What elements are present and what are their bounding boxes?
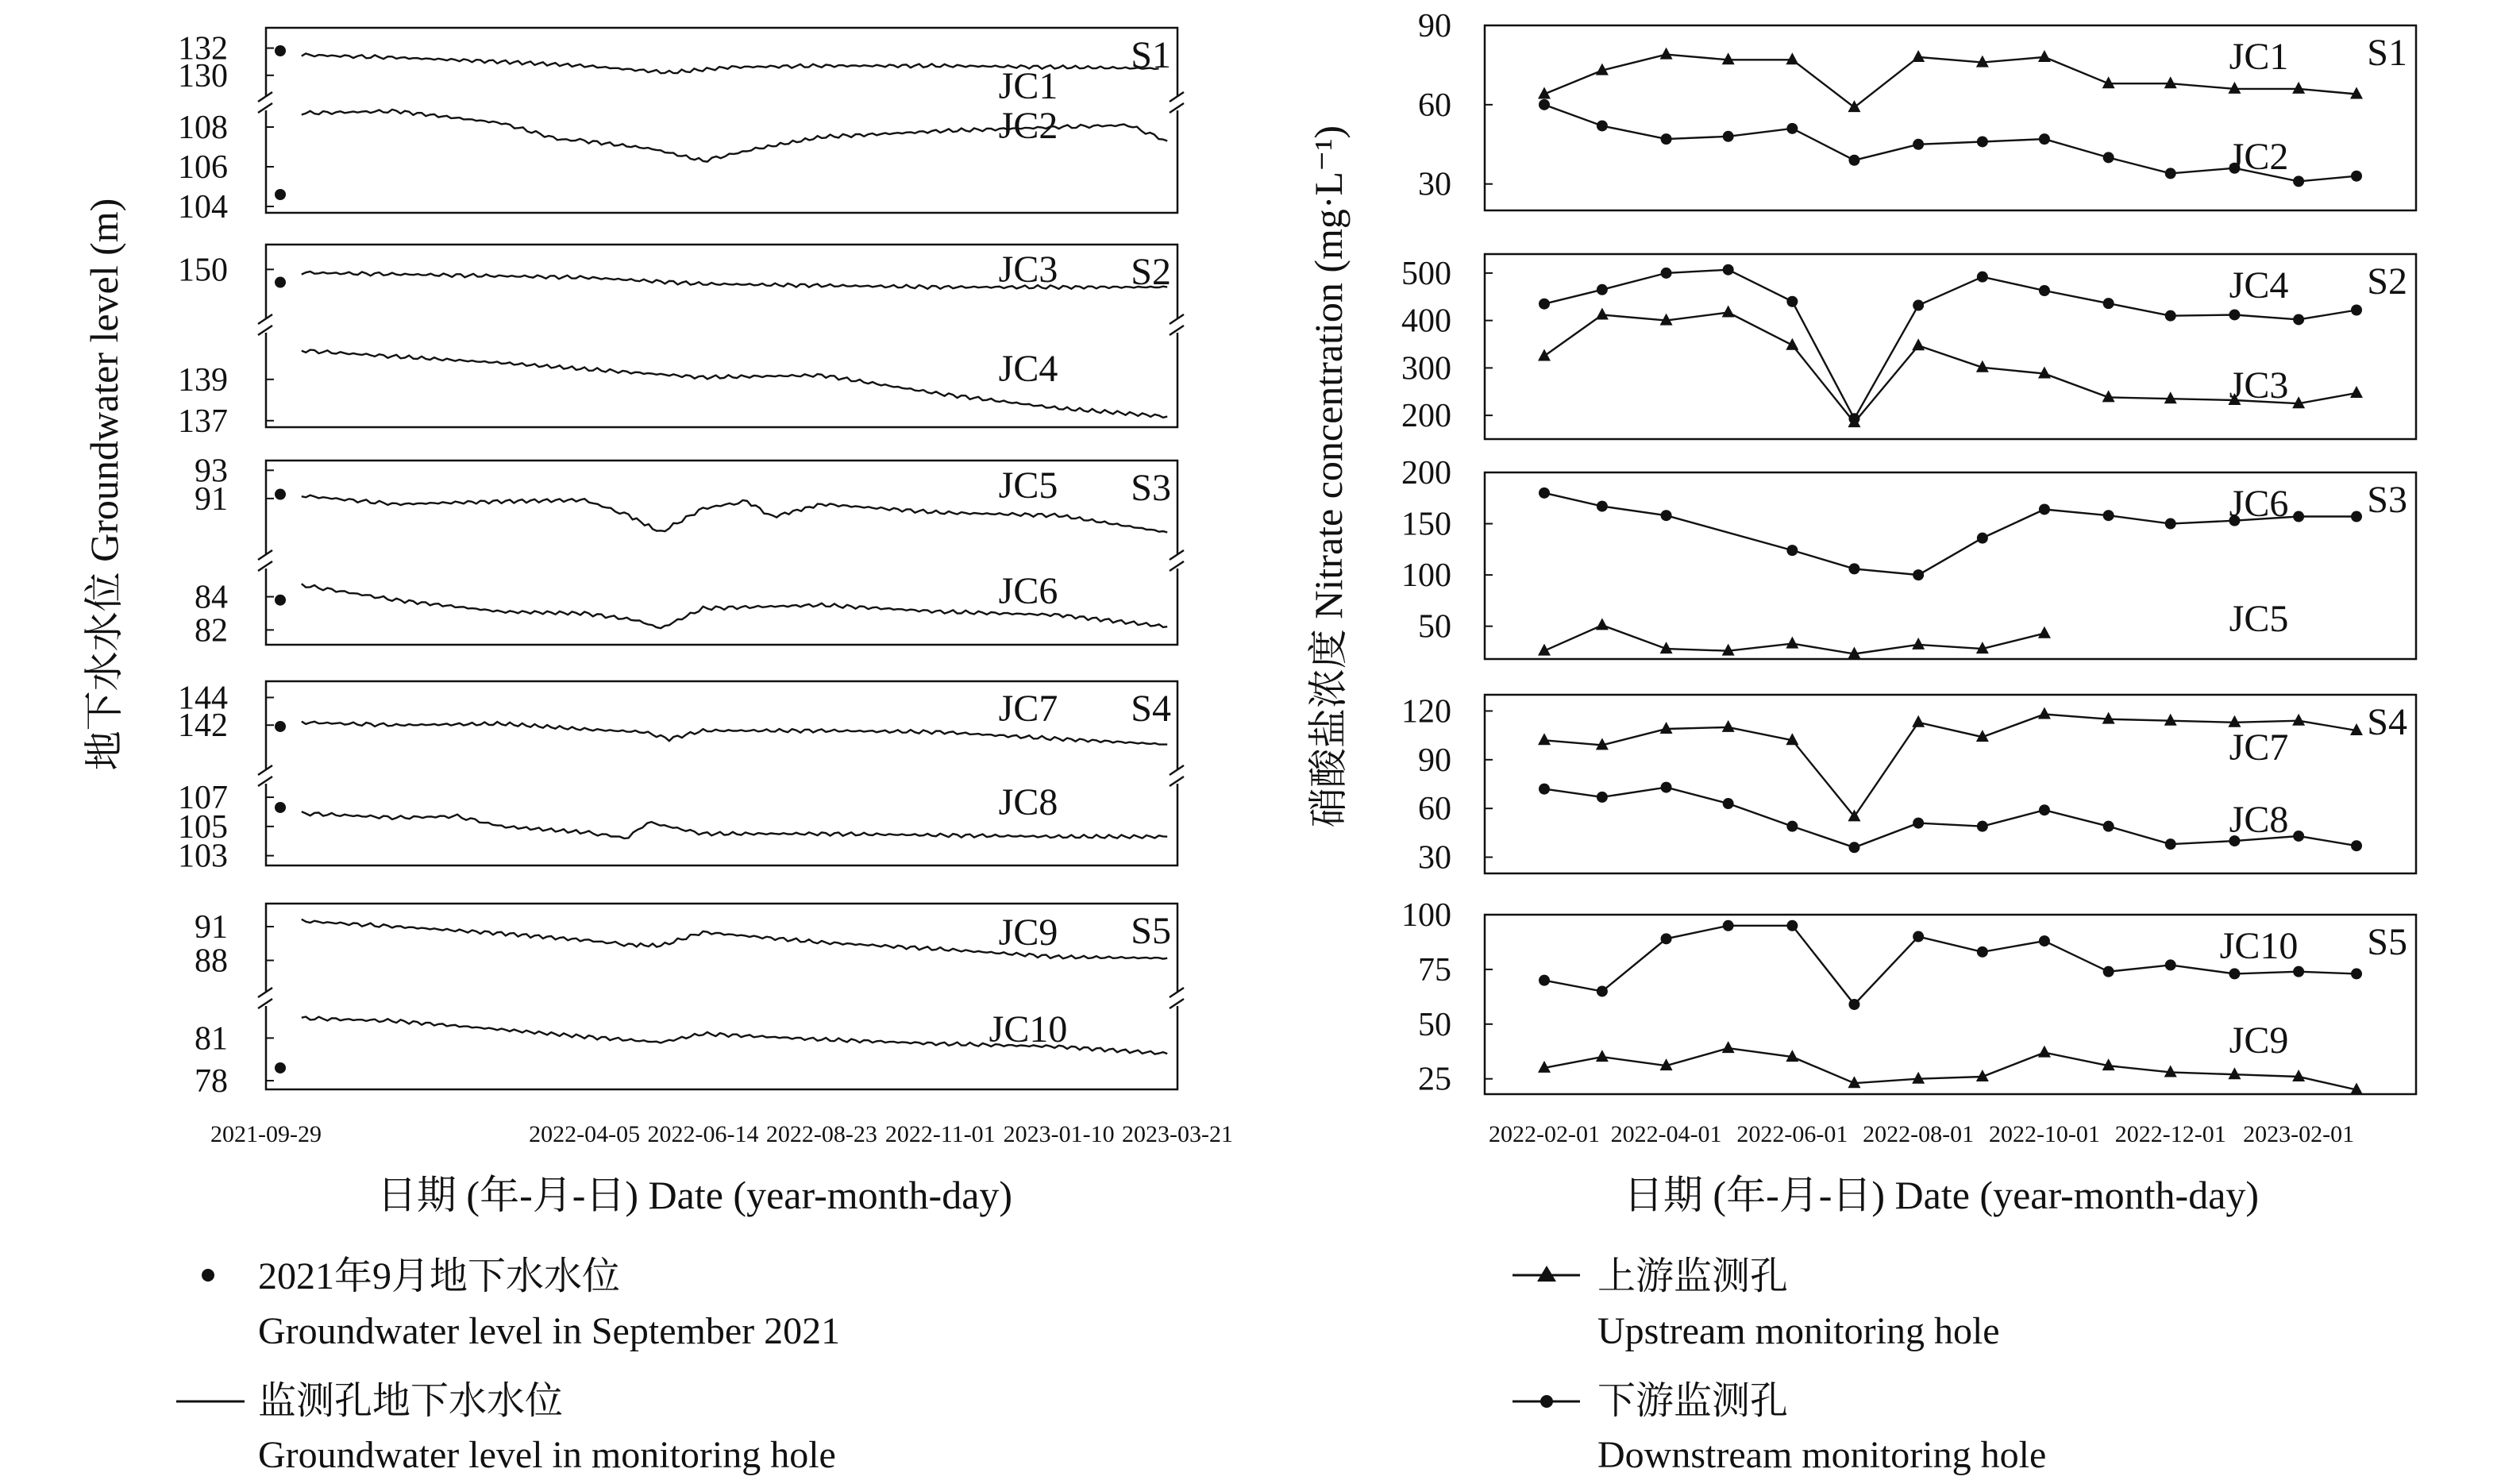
data-point-JC2: [2351, 171, 2362, 182]
y-tick-label: 30: [1418, 839, 1451, 877]
left-x-axis-title: 日期 (年-月-日) Date (year-month-day): [376, 1173, 1013, 1217]
sept-2021-point-S3-upper: [275, 489, 286, 500]
x-tick-label: 2022-10-01: [1988, 1121, 2100, 1147]
data-point-JC4: [1723, 264, 1734, 276]
legend-upstream-label-zh: 上游监测孔: [1597, 1255, 1789, 1297]
right-y-axis-title: 硝酸盐浓度 Nitrate concentration (mg·L⁻¹): [1306, 125, 1351, 828]
data-point-JC5: [1912, 638, 1925, 649]
sept-2021-point-S4-lower: [275, 802, 286, 813]
y-tick-label: 130: [178, 57, 228, 94]
data-point-JC10: [1786, 920, 1798, 931]
y-tick-label: 60: [1418, 87, 1451, 124]
data-point-JC7: [2164, 714, 2177, 726]
data-point-JC3: [1722, 305, 1735, 317]
panel-id-S1: S1: [2367, 32, 2407, 74]
y-tick-label: 142: [178, 707, 228, 745]
x-tick-label: 2023-03-21: [1122, 1121, 1233, 1147]
data-point-JC8: [1786, 821, 1798, 832]
data-point-JC8: [1597, 792, 1608, 803]
y-tick-label: 137: [178, 403, 228, 440]
x-tick-label: 2021-09-29: [210, 1121, 322, 1147]
data-point-JC4: [2293, 314, 2304, 325]
series-label-JC1: JC1: [2229, 36, 2289, 78]
y-tick-label: 108: [178, 110, 228, 146]
x-tick-label: 2022-06-01: [1736, 1121, 1848, 1147]
data-point-JC10: [2293, 966, 2304, 977]
series-label-JC3: JC3: [2229, 364, 2289, 407]
y-tick-label: 150: [178, 252, 228, 289]
data-point-JC10: [1539, 975, 1550, 986]
series-label-JC8: JC8: [2229, 799, 2289, 841]
data-point-JC2: [2039, 133, 2050, 145]
data-point-JC10: [1597, 985, 1608, 996]
data-point-JC2: [1913, 139, 1924, 150]
panel-id-S3: S3: [2367, 479, 2407, 521]
data-point-JC6: [1661, 510, 1672, 521]
data-point-JC4: [1913, 300, 1924, 311]
legend-downstream-label-en: Downstream monitoring hole: [1597, 1434, 2047, 1476]
data-point-JC2: [2293, 175, 2304, 187]
y-tick-label: 105: [178, 808, 228, 846]
sept-2021-point-S1-upper: [275, 45, 286, 56]
legend-dot-marker: [202, 1269, 214, 1282]
data-point-JC10: [2229, 968, 2240, 979]
data-point-JC8: [1539, 784, 1550, 795]
data-point-JC6: [2351, 511, 2362, 522]
y-tick-label: 104: [178, 189, 228, 225]
series-label-JC6: JC6: [998, 570, 1058, 612]
y-tick-label: 200: [1401, 455, 1451, 491]
data-point-JC2: [2103, 152, 2114, 163]
data-point-JC9: [1912, 1072, 1925, 1084]
y-tick-label: 150: [1401, 506, 1451, 543]
x-tick-label: 2023-02-01: [2243, 1121, 2355, 1147]
x-tick-label: 2022-08-01: [1863, 1121, 1975, 1147]
y-tick-label: 100: [1401, 897, 1451, 934]
sept-2021-point-S1-lower: [275, 189, 286, 200]
data-point-JC7: [2228, 715, 2241, 727]
data-point-JC5: [1596, 618, 1609, 630]
sept-2021-point-S3-lower: [275, 595, 286, 606]
data-point-JC4: [1597, 284, 1608, 295]
legend-dot-label-en: Groundwater level in September 2021: [258, 1310, 841, 1352]
data-point-JC7: [1660, 722, 1673, 734]
series-label-JC4: JC4: [2229, 264, 2289, 306]
y-tick-label: 500: [1401, 255, 1451, 292]
data-point-JC6: [2103, 510, 2114, 521]
data-point-JC4: [2165, 310, 2176, 322]
y-tick-label: 75: [1418, 951, 1451, 989]
sept-2021-point-S5-lower: [275, 1062, 286, 1073]
data-point-JC8: [1723, 798, 1734, 809]
x-tick-label: 2023-01-10: [1003, 1121, 1115, 1147]
series-label-JC5: JC5: [2229, 598, 2289, 640]
data-point-JC8: [2351, 840, 2362, 851]
data-point-JC9: [1596, 1050, 1609, 1062]
legend-upstream-label-en: Upstream monitoring hole: [1597, 1310, 2000, 1352]
series-label-JC6: JC6: [2229, 483, 2289, 525]
y-tick-label: 82: [195, 612, 228, 649]
data-point-JC6: [1786, 545, 1798, 556]
data-point-JC8: [2039, 804, 2050, 815]
data-point-JC5: [1786, 637, 1798, 649]
data-point-JC5: [2038, 626, 2051, 638]
legend-dot-label-zh: 2021年9月地下水水位: [258, 1255, 621, 1297]
data-point-JC4: [2103, 298, 2114, 309]
sept-2021-point-S2-upper: [275, 277, 286, 288]
panel-id-S3: S3: [1131, 467, 1171, 509]
series-label-JC2: JC2: [2229, 136, 2289, 178]
data-point-JC8: [2293, 831, 2304, 842]
data-point-JC3: [2164, 391, 2177, 403]
y-tick-label: 106: [178, 149, 228, 186]
panel-id-S4: S4: [1131, 688, 1171, 730]
legend-upstream-marker: [1537, 1266, 1556, 1282]
legend-downstream-marker: [1540, 1395, 1553, 1408]
x-tick-label: 2022-11-01: [884, 1121, 996, 1147]
y-tick-label: 91: [195, 909, 228, 946]
data-point-JC6: [2039, 503, 2050, 515]
y-tick-label: 78: [195, 1063, 228, 1100]
data-point-JC10: [1661, 933, 1672, 944]
data-point-JC6: [1913, 569, 1924, 580]
data-point-JC3: [1596, 307, 1609, 319]
data-point-JC9: [2228, 1067, 2241, 1079]
data-point-JC1: [2292, 82, 2305, 94]
y-tick-label: 103: [178, 838, 228, 875]
series-label-JC3: JC3: [998, 249, 1058, 291]
series-label-JC4: JC4: [998, 348, 1058, 390]
data-point-JC2: [1723, 131, 1734, 142]
data-point-JC1: [1786, 52, 1798, 64]
data-point-JC7: [1722, 720, 1735, 732]
data-point-JC1: [2164, 76, 2177, 88]
x-tick-label: 2022-02-01: [1489, 1121, 1600, 1147]
data-point-JC6: [1539, 488, 1550, 499]
sept-2021-point-S4-upper: [275, 721, 286, 732]
series-label-JC1: JC1: [998, 65, 1058, 107]
data-point-JC8: [1661, 782, 1672, 793]
data-point-JC4: [2039, 285, 2050, 296]
series-label-JC2: JC2: [998, 105, 1058, 147]
data-point-JC6: [1597, 501, 1608, 512]
data-point-JC1: [2038, 50, 2051, 62]
legend-line-label-en: Groundwater level in monitoring hole: [258, 1434, 836, 1476]
x-tick-label: 2022-04-05: [529, 1121, 641, 1147]
y-tick-label: 120: [1401, 693, 1451, 730]
panel-id-S2: S2: [1131, 251, 1171, 293]
data-point-JC2: [1539, 99, 1550, 110]
y-tick-label: 90: [1418, 8, 1451, 44]
data-point-JC2: [1977, 136, 1988, 147]
y-tick-label: 139: [178, 361, 228, 399]
data-point-JC6: [2165, 518, 2176, 530]
data-point-JC4: [1786, 296, 1798, 307]
y-tick-label: 84: [195, 579, 228, 616]
data-point-JC3: [1786, 338, 1798, 350]
series-line-JC5: [1544, 625, 2044, 653]
series-label-JC9: JC9: [998, 912, 1058, 954]
series-label-JC7: JC7: [998, 688, 1058, 730]
data-point-JC3: [2350, 386, 2363, 398]
data-point-JC3: [1538, 349, 1551, 360]
data-point-JC8: [1977, 821, 1988, 832]
data-point-JC1: [1848, 100, 1860, 112]
y-tick-label: 88: [195, 942, 228, 980]
data-point-JC8: [1848, 842, 1859, 853]
series-label-JC10: JC10: [2219, 925, 2299, 967]
data-point-JC10: [1723, 920, 1734, 931]
y-tick-label: 90: [1418, 742, 1451, 779]
data-point-JC2: [2165, 168, 2176, 179]
data-point-JC3: [1912, 338, 1925, 350]
panel-id-S1: S1: [1131, 34, 1171, 76]
series-label-JC9: JC9: [2229, 1020, 2289, 1062]
data-point-JC4: [1977, 272, 1988, 283]
y-tick-label: 50: [1418, 608, 1451, 646]
data-point-JC9: [2292, 1070, 2305, 1081]
data-point-JC4: [2229, 309, 2240, 320]
data-point-JC1: [1660, 48, 1673, 60]
data-point-JC10: [1977, 946, 1988, 958]
right-x-axis-title: 日期 (年-月-日) Date (year-month-day): [1623, 1173, 2260, 1217]
y-tick-label: 132: [178, 30, 228, 67]
data-point-JC10: [1913, 931, 1924, 942]
series-label-JC7: JC7: [2229, 727, 2289, 769]
series-label-JC10: JC10: [988, 1008, 1068, 1050]
legend-line-label-zh: 监测孔地下水水位: [258, 1380, 564, 1422]
data-point-JC2: [1597, 120, 1608, 131]
data-point-JC4: [2351, 304, 2362, 315]
data-point-JC8: [1913, 818, 1924, 829]
y-tick-label: 60: [1418, 791, 1451, 828]
data-point-JC4: [1661, 268, 1672, 279]
groundwater-level-chart: [178, 28, 1233, 1147]
series-label-JC5: JC5: [998, 464, 1058, 507]
data-point-JC7: [1912, 715, 1925, 727]
y-tick-label: 50: [1418, 1006, 1451, 1043]
nitrate-concentration-chart: [1401, 8, 2416, 1147]
data-point-JC6: [1848, 563, 1859, 574]
y-tick-label: 93: [195, 453, 228, 490]
data-point-JC10: [1848, 999, 1859, 1010]
y-tick-label: 30: [1418, 166, 1451, 203]
x-tick-label: 2022-04-01: [1610, 1121, 1722, 1147]
panel-id-S5: S5: [2367, 921, 2407, 963]
left-y-axis-title: 地下水水位 Groundwater level (m): [82, 198, 126, 771]
data-point-JC10: [2103, 966, 2114, 977]
data-point-JC6: [1977, 533, 1988, 544]
data-point-JC7: [2038, 707, 2051, 719]
data-point-JC7: [2292, 714, 2305, 726]
y-tick-label: 91: [195, 480, 228, 518]
data-point-JC10: [2039, 935, 2050, 946]
data-point-JC4: [1539, 299, 1550, 310]
data-point-JC7: [1538, 733, 1551, 745]
data-point-JC2: [1786, 123, 1798, 134]
data-point-JC1: [1912, 50, 1925, 62]
data-point-JC9: [2038, 1046, 2051, 1058]
data-point-JC10: [2165, 959, 2176, 970]
y-tick-label: 200: [1401, 398, 1451, 435]
y-tick-label: 100: [1401, 557, 1451, 595]
panel-id-S5: S5: [1131, 910, 1171, 952]
data-point-JC9: [1722, 1041, 1735, 1053]
x-tick-label: 2022-12-01: [2114, 1121, 2226, 1147]
panel-id-S2: S2: [2367, 260, 2407, 303]
data-point-JC2: [1661, 133, 1672, 145]
x-tick-label: 2022-08-23: [765, 1121, 877, 1147]
legend-downstream-label-zh: 下游监测孔: [1597, 1380, 1789, 1422]
y-tick-label: 107: [178, 780, 228, 817]
data-point-JC2: [1848, 155, 1859, 166]
y-tick-label: 400: [1401, 303, 1451, 340]
data-point-JC8: [2103, 821, 2114, 832]
series-label-JC8: JC8: [998, 781, 1058, 823]
x-tick-label: 2022-06-14: [647, 1121, 759, 1147]
data-point-JC6: [2293, 511, 2304, 522]
panel-id-S4: S4: [2367, 701, 2407, 743]
y-tick-label: 25: [1418, 1061, 1451, 1098]
y-tick-label: 144: [178, 680, 228, 717]
data-point-JC10: [2351, 968, 2362, 979]
y-tick-label: 300: [1401, 350, 1451, 387]
legend: [176, 1255, 2046, 1476]
data-point-JC8: [2165, 838, 2176, 850]
y-tick-label: 81: [195, 1020, 228, 1058]
